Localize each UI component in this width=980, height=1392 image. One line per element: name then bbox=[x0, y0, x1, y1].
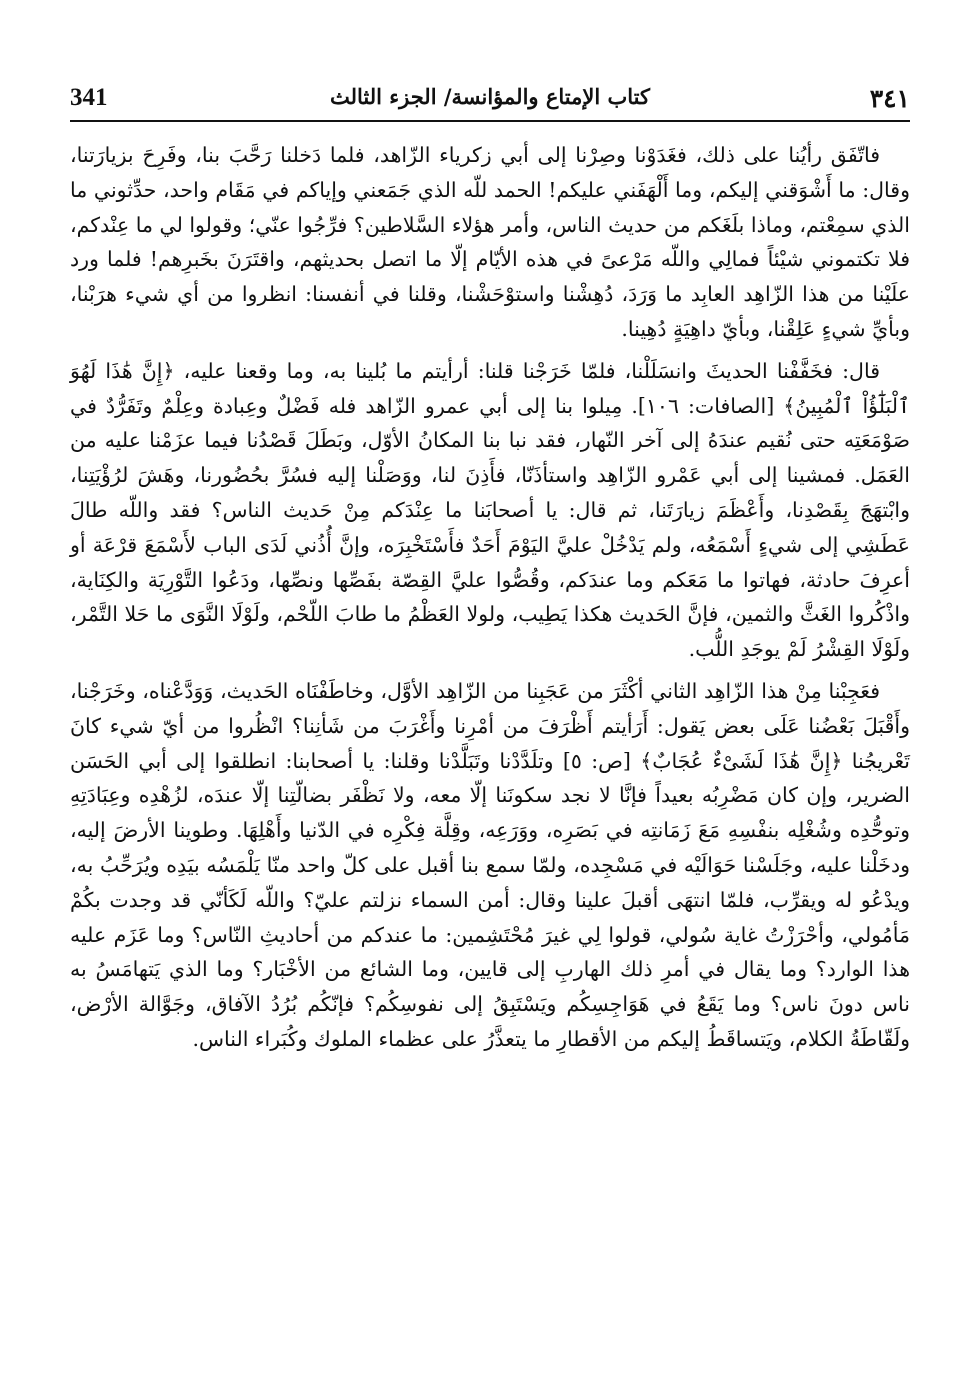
paragraph: فعَجِبْنا مِنْ هذا الزّاهِد الثاني أكْثَرَ من عَجَبِنا من الزّاهِد الأوَّل، وخاطَفْنَاه الحَديث، وَوَدَّعْناه، وخَرَجْنا، وأَقْبَلَ بَعْضُنا عَلَى بعض يَقول: أَرَأيتم أَظْرَفَ من أمْرِنا وأَغْرَبَ من شَأنِنا؟ انْظُروا من أيّ شيء كانَ تَعْريجُنا ﴿إِنَّ هَٰذَا لَشَىْءٌ عُجَابٌ﴾ [ص: ٥] وتلَدَّدْنا وتَبَلَّدْنا وقلنا: يا أصحابنا: انطلقوا إلى أبي الحَسَن الضرير، وإن كان مَضْرِبُه بعيداً فإنَّا لا نجد سكونَنا إلّا معه، ولا نَظْفَر بضالّتِنا إلّا عندَه، لزُهْدِه وعِبَادَتِهِ وتوحُّدِه وشُغْلِه بنفْسِهِ مَعَ زَمَانتِه في بَصَرِه، ووَرَعِه، وقِلَّة فِكْرِه في الدّنيا وأَهْلِهَا. وطوينا الأرضَ إليه، ودخَلْنا عليه، وجَلَسْنا حَوَالَيْه في مَسْجِده، ولمّا سمع بنا أقبل على كلّ واحد منّا يَلْمَسُه بيَدِه ويُرَحِّبُ به، ويدْعُو له ويقرِّب، فلمّا انتهَى أقبلَ علينا وقال: أمن السماء نزلتم عليّ؟ واللّه لَكَأنّي قد وجدت بكُمْ مَأمُولي، وأحْرَزْتُ غاية سُولي، قولوا لِي غيرَ مُحْتَشِمين: ما عندكم من أحاديثِ النّاس؟ وما عَزَم عليه هذا الوارد؟ وما يقال في أمرِ ذلك الهاربِ إلى قايين، وما الشائع من الأخْبَار؟ وما الذي يَتهامَسُ به ناس دونَ ناس؟ وما يَقَعُ في هَوَاجِسِكُم ويَسْتَبِقُ إلى نفوسِكُم؟ فإنّكُم بُرُدُ الآفاق، وجَوَّالة الأرْض، ولَقّاطَةُ الكلام، ويَتساقَطُ إليكم من الأقطارِ ما يتعذَّرُ على عظماء الملوك وكُبَراء الناس. bbox=[70, 678, 910, 1051]
page-number-arabic: ٣٤١ bbox=[869, 84, 910, 113]
page-header bbox=[70, 70, 910, 122]
paragraph: فاتّفَق رأيُنا على ذلك، فغَدَوْنا وصِرْنا إلى أبي زكرياء الزّاهد، فلما دَخلنا رَحَّبَ بنا، وفَرِحَ بزيارَتنا، وقال: ما أَشْوَقني إليكم، وما أَلْهَفَني عليكم! الحمد للّه الذي جَمَعني وإياكم في مَقَام واحد، حدِّثوني ما الذي سمِعْتم، وماذا بلَغَكم من حديث الناس، وأمر هؤلاء السَّلاطين؟ فرِّجُوا عنّي؛ وقولوا لي ما عِنْدكم، فلا تكتموني شيْئاً فمالِي واللّه مَرْعىً في هذه الأيّام إلّا ما اتصل بحديثهم، واقتَرَنَ بخَبرِهم! فلما ورد علَيْنا من هذا الزّاهِد العابِد ما وَرَدَ، دُهِشْنا واستوْحَشْنا، وقلنا في أنفسنا: انظروا من أي شيء هرَبْنا، وبأيِّ شيءٍ عَلِقْنا، وبأيّ داهِيَةٍ دُهِينا. bbox=[70, 143, 910, 341]
paragraph: قال: فخَفَّفْنا الحديثَ وانسَلَلْنا، فلمّا خَرَجْنا قلنا: أرأيتم ما بُلينا به، وما وقعنا عليه، ﴿إِنَّ هَٰذَا لَهُوَ ٱلْبَلَٰٓؤُاْ ٱلْمُبِينُ﴾ [الصافات: ١٠٦]. مِيلوا بنا إلى أبي عمرو الزّاهد فله فَضْلٌ وعِبادة وعِلْمٌ وتَفَرُّدٌ في صَوْمَعَتِه حتى نُقيم عندَهُ إلى آخر النّهار، فقد نبا بنا المكانُ الأوّل، وبَطَلَ قَصْدُنا فيما عزَمْنا عليه من العَمَل. فمشينا إلى أبي عَمْرو الزّاهِد واستأذَنّا، فأَذِنَ لنا، ووَصَلْنا إليه فسُرَّ بحُضُورنا، وهَشَ لرُؤْيَتِنا، وابْتهَجَ بِقَصْدِنا، وأَعْظَمَ زيارَتَنا، ثم قال: يا أصحابَنا ما عِنْدَكم مِنْ حَديث الناس؟ فقد واللّه طالَ عَطَشِي إلى شيءٍ أَسْمَعُه، ولم يَدْخُلْ عليَّ اليَوْمَ أَحَدٌ فأَسْتَخْبِرَه، وإنَّ أُذُني لَدَى الباب لأَسْمَعَ قرْعَة أو أعرِفَ حادثة، فهاتوا ما مَعَكم وما عندَكم، وقُصُّوا عليَّ القِصّة بفَصِّها ونصِّها، ودَعُوا التَّوْرِيَة والكِنَاية، واذْكُروا الغَثَّ والثمين، فإنَّ الحَديث هكذا يَطِيب، ولولا العَظْمُ ما طابَ اللّحْم، ولَوْلَا النَّوَى ما حَلا التَّمْر، ولَوْلَا القِشْرُ لَمْ يوجَدِ اللُّب. bbox=[70, 358, 910, 662]
page-body bbox=[70, 138, 910, 1064]
page-number-latin: 341 bbox=[70, 84, 108, 111]
running-title: كتاب الإمتاع والمؤانسة/ الجزء الثالث bbox=[329, 84, 650, 109]
